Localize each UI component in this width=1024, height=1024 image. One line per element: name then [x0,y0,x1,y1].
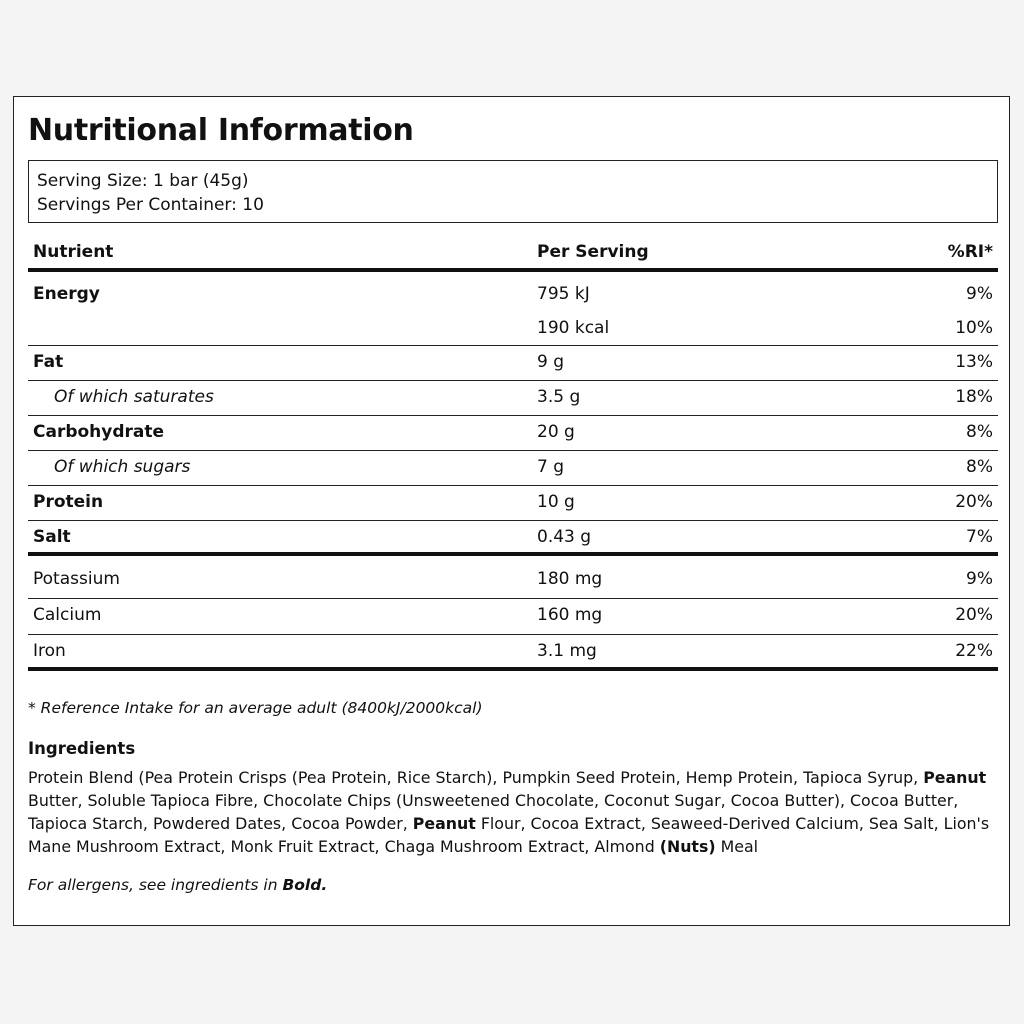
table-row [28,346,998,381]
nutrient-value: 20 g [537,422,575,442]
energy-kj-value: 795 kJ [537,284,590,304]
nutrient-value: 180 mg [537,569,603,589]
nutrient-value: 3.5 g [537,387,581,407]
nutrient-value: 0.43 g [537,527,592,547]
nutrient-ri: 13% [955,352,993,372]
nutrient-label: Carbohydrate [33,422,165,442]
nutrient-ri: 9% [966,569,993,589]
header-ri: %RI* [947,242,993,262]
allergen-peanut: Peanut [923,768,987,787]
table-row [28,486,998,521]
nutrient-value: 9 g [537,352,565,372]
page-title: Nutritional Information [28,113,414,148]
ingredients-heading: Ingredients [28,739,136,758]
energy-kj-ri: 9% [966,284,993,304]
servings-per-container: Servings Per Container: 10 [37,195,264,215]
nutrient-label: Of which sugars [54,457,191,477]
nutrient-ri: 8% [966,422,993,442]
table-row [28,451,998,486]
table-row [28,381,998,416]
energy-kcal-value: 190 kcal [537,318,610,338]
nutrient-label: Energy [33,284,100,304]
allergen-note-text: For allergens, see ingredients in [28,876,283,894]
nutrient-value: 160 mg [537,605,603,625]
nutrient-label: Calcium [33,605,102,625]
nutrient-label: Salt [33,527,71,547]
allergen-note-bold: Bold. [282,876,328,894]
ingredients-text [28,766,1003,858]
nutrient-ri: 20% [955,605,993,625]
allergen-note [28,876,327,894]
ingredients-part-1: Protein Blend (Pea Protein Crisps (Pea Protein, Rice Starch), Pumpkin Seed Protein, Hemp Protein, Tapioca Syrup, [28,768,924,787]
nutrient-ri: 18% [955,387,993,407]
nutrient-label: Fat [33,352,64,372]
ingredients-part-3: Flour, Cocoa Extract, Seaweed-Derived Calcium, Sea Salt, Lion's Mane Mushroom Extract, Monk Fruit Extract, Chaga Mushroom Extract, Almond [28,814,990,856]
nutrient-ri: 8% [966,457,993,477]
allergen-peanut: Peanut [412,814,476,833]
table-row [28,563,998,599]
allergen-nuts: (Nuts) [659,837,716,856]
ingredients-part-2: Butter, Soluble Tapioca Fibre, Chocolate Chips (Unsweetened Chocolate, Coconut Sugar, Cocoa Butter), Cocoa Butter, Tapioca Starch, Powdered Dates, Cocoa Powder, [28,791,959,833]
table-header [28,237,998,272]
nutrient-label: Protein [33,492,104,512]
serving-size: Serving Size: 1 bar (45g) [37,171,249,191]
nutrient-ri: 7% [966,527,993,547]
nutrient-label: Iron [33,641,66,661]
nutrient-label: Of which saturates [54,387,214,407]
nutrient-value: 10 g [537,492,575,512]
nutrient-ri: 20% [955,492,993,512]
header-nutrient: Nutrient [33,242,114,262]
table-row [28,521,998,556]
table-row [28,416,998,451]
table-row [28,599,998,635]
nutrition-panel [13,96,1010,926]
header-per-serving: Per Serving [537,242,649,262]
nutrient-ri: 22% [955,641,993,661]
nutrient-label: Potassium [33,569,120,589]
nutrition-table [28,237,998,671]
serving-info-box [28,160,998,223]
table-row [28,635,998,671]
nutrient-value: 3.1 mg [537,641,597,661]
table-row-energy [28,272,998,346]
energy-kcal-ri: 10% [955,318,993,338]
ingredients-part-4: Meal [715,837,759,856]
ri-footnote: * Reference Intake for an average adult (8400kJ/2000kcal) [28,699,483,717]
nutrient-value: 7 g [537,457,565,477]
